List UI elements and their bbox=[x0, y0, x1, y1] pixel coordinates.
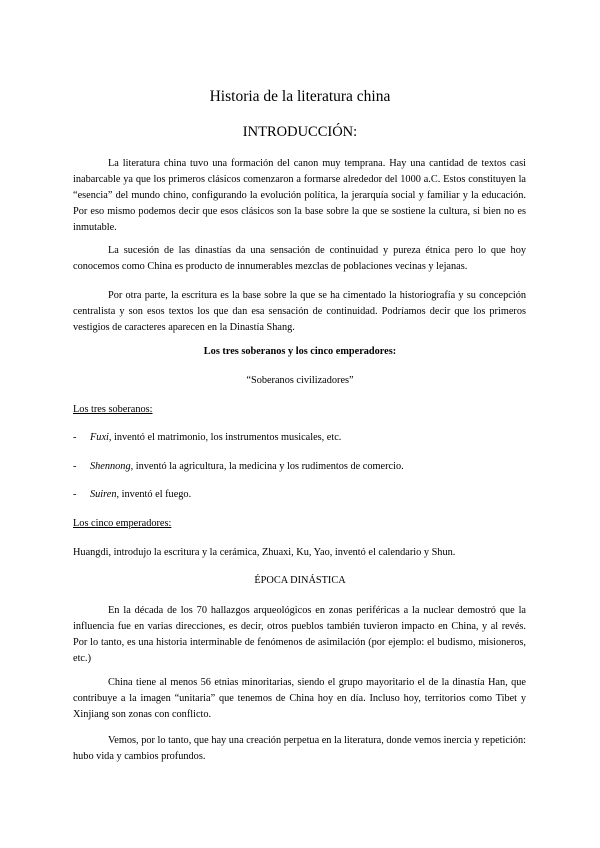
epoca-paragraph-1: En la década de los 70 hallazgos arqueológicos en zonas periféricas a la nuclear demostró que la influencia fue en varias direcciones, es decir, otros pueblos también tuvieron impacto en China, y al revés. Por lo tanto, es una historia interminable de fenómenos de asimilación (por ejemplo: el budismo, misioneros, etc.) bbox=[73, 605, 526, 664]
intro-paragraph-3: Por otra parte, la escritura es la base sobre la que se ha cimentado la historiografía y su concepción centralista y son esos textos los que dan esa sensación de continuidad. Podríamos decir que los primeros vestigios de caracteres aparecen en la Dinastía Shang. bbox=[73, 290, 526, 333]
section-heading-soberanos: Los tres soberanos y los cinco emperadores: bbox=[203, 346, 397, 357]
soberano-desc: , inventó la agricultura, la medicina y los rudimentos de comercio. bbox=[130, 461, 404, 472]
soberano-name: Fuxi bbox=[90, 432, 109, 443]
epoca-paragraph-3: Vemos, por lo tanto, que hay una creación perpetua en la literatura, donde vemos inercia y repetición: hubo vida y cambios profundos. bbox=[73, 735, 526, 762]
list-item-fuxi bbox=[73, 432, 341, 443]
section-heading-introduccion: INTRODUCCIÓN: bbox=[242, 124, 358, 140]
section-heading-epoca: ÉPOCA DINÁSTICA bbox=[254, 575, 346, 586]
soberano-desc: , inventó el fuego. bbox=[116, 489, 192, 500]
bullet-dash: - bbox=[73, 461, 77, 472]
soberano-name: Suiren bbox=[90, 489, 117, 500]
document-title: Historia de la literatura china bbox=[209, 88, 391, 105]
soberano-name: Shennong bbox=[90, 461, 131, 472]
list-item-shennong bbox=[73, 461, 404, 472]
bullet-dash: - bbox=[73, 432, 77, 443]
epoca-paragraph-2: China tiene al menos 56 etnias minoritarias, siendo el grupo mayoritario el de la dinastía Han, que contribuye a la imagen “unitaria” que tenemos de China hoy en día. Incluso hoy, territorios como Tibet y Xinjiang son zonas con conflicto. bbox=[73, 677, 526, 720]
subtitle-soberanos: “Soberanos civilizadores” bbox=[246, 375, 354, 386]
intro-paragraph-1: La literatura china tuvo una formación del canon muy temprana. Hay una cantidad de textos casi inabarcable ya que los primeros clásicos comenzaron a formarse alrededor del 1000 a.C. Estos constituyen la “esencia” del mundo chino, configurando la evolución política, la jerarquía social y familiar y la educación. Por eso mismo podemos decir que esos clásicos son la base sobre la que se sostiene la cultura, si bien no es inmutable. bbox=[73, 158, 526, 233]
cinco-emperadores-text: Huangdi, introdujo la escritura y la cerámica, Zhuaxi, Ku, Yao, inventó el calendario y Shun. bbox=[73, 547, 456, 558]
intro-paragraph-2: La sucesión de las dinastías da una sensación de continuidad y pureza étnica pero lo que hoy conocemos como China es producto de innumerables mezclas de poblaciones vecinas y lejanas. bbox=[73, 245, 526, 272]
cinco-emperadores-heading: Los cinco emperadores: bbox=[73, 518, 172, 529]
bullet-dash: - bbox=[73, 489, 77, 500]
tres-soberanos-heading: Los tres soberanos: bbox=[73, 404, 153, 415]
list-item-suiren bbox=[73, 489, 191, 500]
soberano-desc: , inventó el matrimonio, los instrumentos musicales, etc. bbox=[108, 432, 342, 443]
